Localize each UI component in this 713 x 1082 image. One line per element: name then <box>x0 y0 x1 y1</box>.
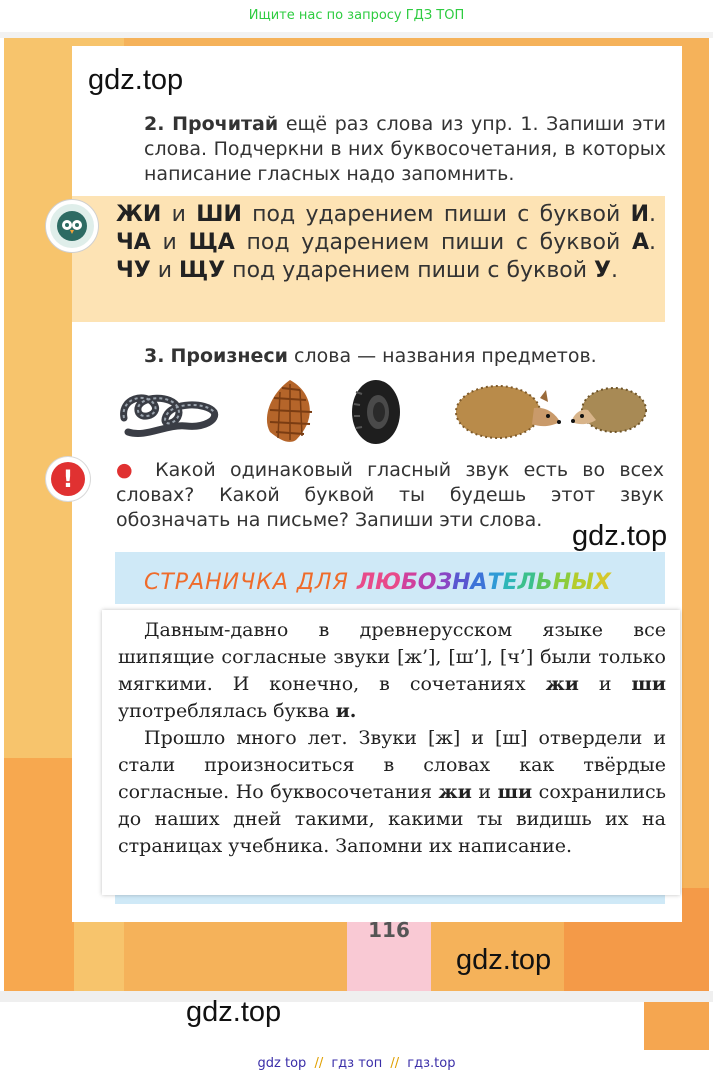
rule-letters: ЖИ <box>116 202 162 227</box>
task-text: слова — названия предметов. <box>288 345 597 367</box>
snake-icon <box>116 378 220 444</box>
title-letter: Ы <box>571 570 594 595</box>
next-page-preview <box>4 1002 644 1050</box>
tire-icon <box>350 378 402 446</box>
search-banner[interactable]: Ищите нас по запросу ГДЗ ТОП <box>0 0 713 32</box>
rule-word: под ударением пиши с буквой <box>241 202 631 227</box>
rule-text <box>116 201 656 285</box>
rule-word: и <box>161 202 197 227</box>
fact-bold: ши <box>631 673 666 695</box>
task-2 <box>144 112 666 187</box>
title-letter: Л <box>517 570 536 595</box>
watermark: gdz.top <box>572 520 668 552</box>
title-letter: З <box>436 570 453 595</box>
rule-word: и <box>150 230 189 255</box>
title-letter: Ю <box>375 570 401 595</box>
task-text: ещё раз слова из упр. 1. Запиши эти слова. Подчеркни в них буквосочетания, в которых написание гласных надо запомнить. <box>144 113 666 185</box>
footer-link[interactable]: gdz top <box>257 1056 307 1071</box>
title-letter: Л <box>356 570 376 595</box>
watermark: gdz.top <box>186 996 282 1028</box>
title-letter: Н <box>552 570 572 595</box>
fact-paragraph <box>118 617 666 725</box>
rule-letters: ШИ <box>196 202 242 227</box>
rule-letters: ЩА <box>188 230 235 255</box>
fact-bold: жи <box>545 673 579 695</box>
title-letter: Б <box>401 570 418 595</box>
rule-word: под ударением пиши с буквой <box>234 230 632 255</box>
fact-bold: ши <box>497 781 533 803</box>
watermark: gdz.top <box>456 944 552 976</box>
task-3 <box>144 344 664 369</box>
fact-span: сохранились до наших дней такими, какими ты видишь их на страницах учебника. Запомни их написание. <box>118 781 667 857</box>
rule-letters: ЩУ <box>179 258 226 283</box>
title-letter: Х <box>593 570 611 595</box>
title-letter: Н <box>452 570 471 595</box>
fact-span: Прошло много лет. Звуки [ж] и [ш] отвердели и стали произноситься в словах как твёрдые согласные. Но буквосочетания <box>118 727 666 803</box>
exclamation-icon: ! <box>51 462 85 496</box>
bullet: ● <box>116 459 141 481</box>
footer-separator: // <box>390 1056 400 1071</box>
task-number: 2. <box>144 113 165 135</box>
fact-bold: и. <box>335 700 357 722</box>
page-number: 116 <box>368 918 410 942</box>
rule-word: и <box>150 258 180 283</box>
background-stripe <box>4 758 74 991</box>
next-page-preview-edge <box>644 1002 709 1050</box>
rule-letters: ЧА <box>116 230 151 255</box>
question-text: Какой одинаковый гласный звук есть во всех словах? Какой буквой ты будешь этот звук обозначать на письме? Запиши эти слова. <box>116 459 664 531</box>
fact-title <box>144 570 611 595</box>
footer-links <box>0 1050 713 1082</box>
attention-icon <box>46 457 90 501</box>
fact-paragraph <box>118 725 666 860</box>
fact-text <box>118 617 666 860</box>
fact-span: Давным-давно в древнерусском языке все шипящие согласные звуки [ж’], [ш’], [ч’] были только мягкими. И конечно, в сочетаниях <box>118 619 666 695</box>
footer-link[interactable]: гдз.top <box>407 1056 456 1071</box>
title-letter: Ь <box>535 570 553 595</box>
title-letter: Е <box>502 570 518 595</box>
rule-word: . <box>649 202 656 227</box>
rule-letters: И <box>630 202 649 227</box>
task-verb: Произнеси <box>170 345 288 367</box>
fact-span: употреблялась буква <box>118 700 336 722</box>
rule-letters: ЧУ <box>116 258 151 283</box>
rule-letters: А <box>631 230 649 255</box>
rule-word: . <box>611 258 618 283</box>
title-letter: Т <box>487 570 503 595</box>
task-number: 3. <box>144 345 165 367</box>
fact-bold: жи <box>438 781 472 803</box>
pine-cone-icon <box>260 378 320 444</box>
fact-span: и <box>578 673 632 695</box>
divider <box>0 991 713 1002</box>
footer-link[interactable]: гдз топ <box>331 1056 383 1071</box>
owl-icon <box>46 200 98 252</box>
fact-title-a: СТРАНИЧКА ДЛЯ <box>144 570 349 595</box>
hedgehog-icon <box>454 378 562 442</box>
picture-row <box>112 378 652 446</box>
fact-span: и <box>471 781 498 803</box>
rule-letters: У <box>594 258 611 283</box>
rule-word: . <box>649 230 656 255</box>
rule-word: под ударением пиши с буквой <box>225 258 595 283</box>
watermark: gdz.top <box>88 64 184 96</box>
task-verb: Прочитай <box>172 113 279 135</box>
title-letter: О <box>417 570 437 595</box>
title-letter: А <box>470 570 488 595</box>
small-hedgehog-icon <box>570 378 648 436</box>
fact-title-b <box>357 570 611 595</box>
footer-separator: // <box>314 1056 324 1071</box>
